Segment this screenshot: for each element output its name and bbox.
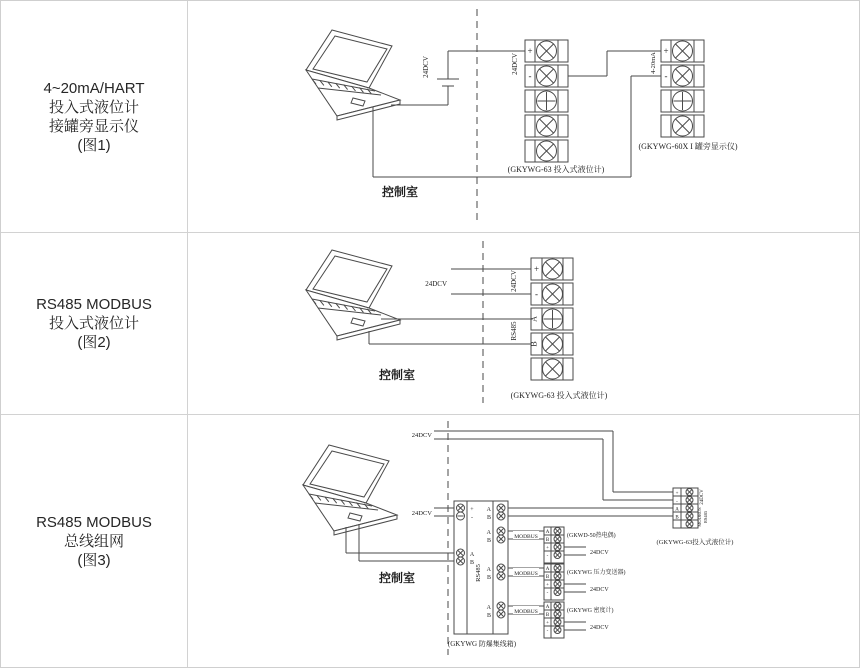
laptop-icon (303, 445, 397, 535)
terminal-label-plus: + (470, 507, 474, 513)
field-modbus-label: MODBUS (697, 507, 702, 527)
modbus-drop-thermocouple (508, 527, 616, 563)
terminal-block-display-unit (638, 40, 737, 151)
modbus-drop-pressure (508, 564, 626, 600)
modbus-wire-label: MODBUS (514, 571, 538, 577)
row1-title-line3: 接罐旁显示仪 (48, 117, 139, 135)
terminal-label-b: B (486, 538, 491, 544)
laptop-icon (306, 30, 400, 120)
terminal-label-a: A (469, 552, 475, 558)
terminal-label-plus: + (527, 46, 533, 56)
row2-diagram (306, 241, 608, 403)
hub-rs485-label: RS485 (475, 564, 482, 582)
row1-title-line2: 投入式液位计 (48, 98, 139, 116)
terminal-label-b: B (545, 575, 550, 580)
row1-diagram (306, 9, 738, 223)
terminal-label-plus: + (546, 583, 549, 588)
row1-title-line1: 4~20mA/HART (43, 79, 145, 97)
modbus-wire-label: MODBUS (514, 609, 538, 615)
terminal-label-b: B (529, 341, 539, 347)
terminal-label-a: A (529, 316, 539, 322)
battery-voltage-label: 24DCV (422, 56, 430, 78)
drop-voltage-label: 24DCV (590, 625, 609, 631)
terminal-label-minus: - (546, 554, 549, 559)
terminal-label-plus: + (663, 46, 669, 56)
block-voltage-label: 24DCV (510, 270, 518, 292)
caption-level-meter: (GKYWG-63投入式液位计) (656, 539, 734, 546)
terminal-label-minus: - (471, 515, 473, 521)
caption-densitometer: (GKYWG 密度计) (567, 608, 614, 614)
terminal-block-level-meter-fig3 (657, 488, 734, 546)
terminal-label-minus: - (546, 629, 549, 634)
caption-level-meter: (GKYWG-63 投入式液位计) (507, 165, 605, 174)
row1-control-room-label: 控制室 (381, 185, 419, 199)
drop-voltage-label: 24DCV (590, 587, 609, 593)
row3-title-line1: RS485 MODBUS (36, 514, 152, 531)
modbus-drop-densitometer (508, 602, 614, 638)
caption-hub-box: (GKYWG 防爆集线箱) (447, 640, 517, 648)
terminal-block-level-meter-fig2 (510, 258, 608, 400)
row2-wires (369, 269, 531, 344)
hub-supply-voltage-label: 24DCV (411, 510, 432, 517)
terminal-block-level-meter-fig1 (508, 40, 605, 174)
rs485-trunk-wires (508, 508, 673, 516)
terminal-label-a: A (675, 507, 679, 513)
block-rs485-label: RS485 (510, 321, 518, 341)
supply-voltage-label: 24DCV (425, 280, 447, 288)
row3-title-line3: (图3) (77, 552, 111, 569)
hub-box (448, 501, 517, 648)
row3-control-room-label: 控制室 (378, 571, 416, 585)
terminal-label-minus: - (664, 71, 668, 81)
laptop-icon (306, 250, 400, 340)
terminal-label-a: A (486, 530, 491, 536)
row3-power-bus-wires (434, 431, 673, 500)
terminal-label-b: B (675, 515, 679, 521)
row2-title-line2: 投入式液位计 (48, 314, 139, 332)
terminal-label-plus: + (546, 546, 549, 551)
terminal-label-a: A (545, 605, 550, 610)
terminal-label-b: B (486, 613, 491, 619)
terminal-label-b: B (469, 560, 475, 566)
terminal-label-minus: - (676, 499, 678, 505)
terminal-label-b: B (486, 575, 491, 581)
modbus-wire-label: MODBUS (514, 534, 538, 540)
terminal-label-a: A (545, 530, 550, 535)
row3-title-line2: 总线组网 (63, 533, 124, 550)
terminal-label-b: B (545, 538, 550, 543)
field-rs485-label: RS485 (703, 510, 708, 524)
caption-display-unit: (GKYWG-60X I 罐旁显示仪) (638, 142, 738, 151)
terminal-label-b: B (545, 613, 550, 618)
terminal-label-a: A (545, 567, 550, 572)
row2-control-room-label: 控制室 (378, 368, 416, 382)
drop-voltage-label: 24DCV (590, 550, 609, 556)
caption-level-meter: (GKYWG-63 投入式液位计) (510, 391, 608, 400)
terminal-label-plus: + (533, 264, 540, 274)
diagram-canvas (1, 1, 860, 668)
terminal-label-minus: - (546, 591, 549, 596)
terminal-label-a: A (486, 567, 491, 573)
terminal-label-minus: - (535, 289, 538, 299)
terminal-label-plus: + (675, 491, 679, 497)
bus-voltage-label: 24DCV (411, 432, 432, 439)
row2-title-line3: (图2) (77, 333, 111, 351)
row2-title-line1: RS485 MODBUS (36, 295, 152, 313)
terminal-label-a: A (486, 605, 491, 611)
caption-thermocouple: (GKWD-50热电偶) (567, 533, 616, 539)
row3-diagram (303, 421, 733, 655)
field-voltage-label: 24DCV (700, 489, 705, 505)
terminal-label-minus: - (528, 71, 532, 81)
terminal-label-plus: + (546, 621, 549, 626)
block-voltage-label: 24DCV (511, 53, 519, 75)
terminal-label-b: B (486, 515, 491, 521)
terminal-label-a: A (486, 507, 491, 513)
caption-pressure-transmitter: (GKYWG 压力变送器) (567, 570, 626, 576)
current-loop-label: 4-20mA (650, 52, 657, 74)
battery-24dcv (422, 51, 459, 105)
row1-title-line4: (图1) (77, 136, 111, 154)
